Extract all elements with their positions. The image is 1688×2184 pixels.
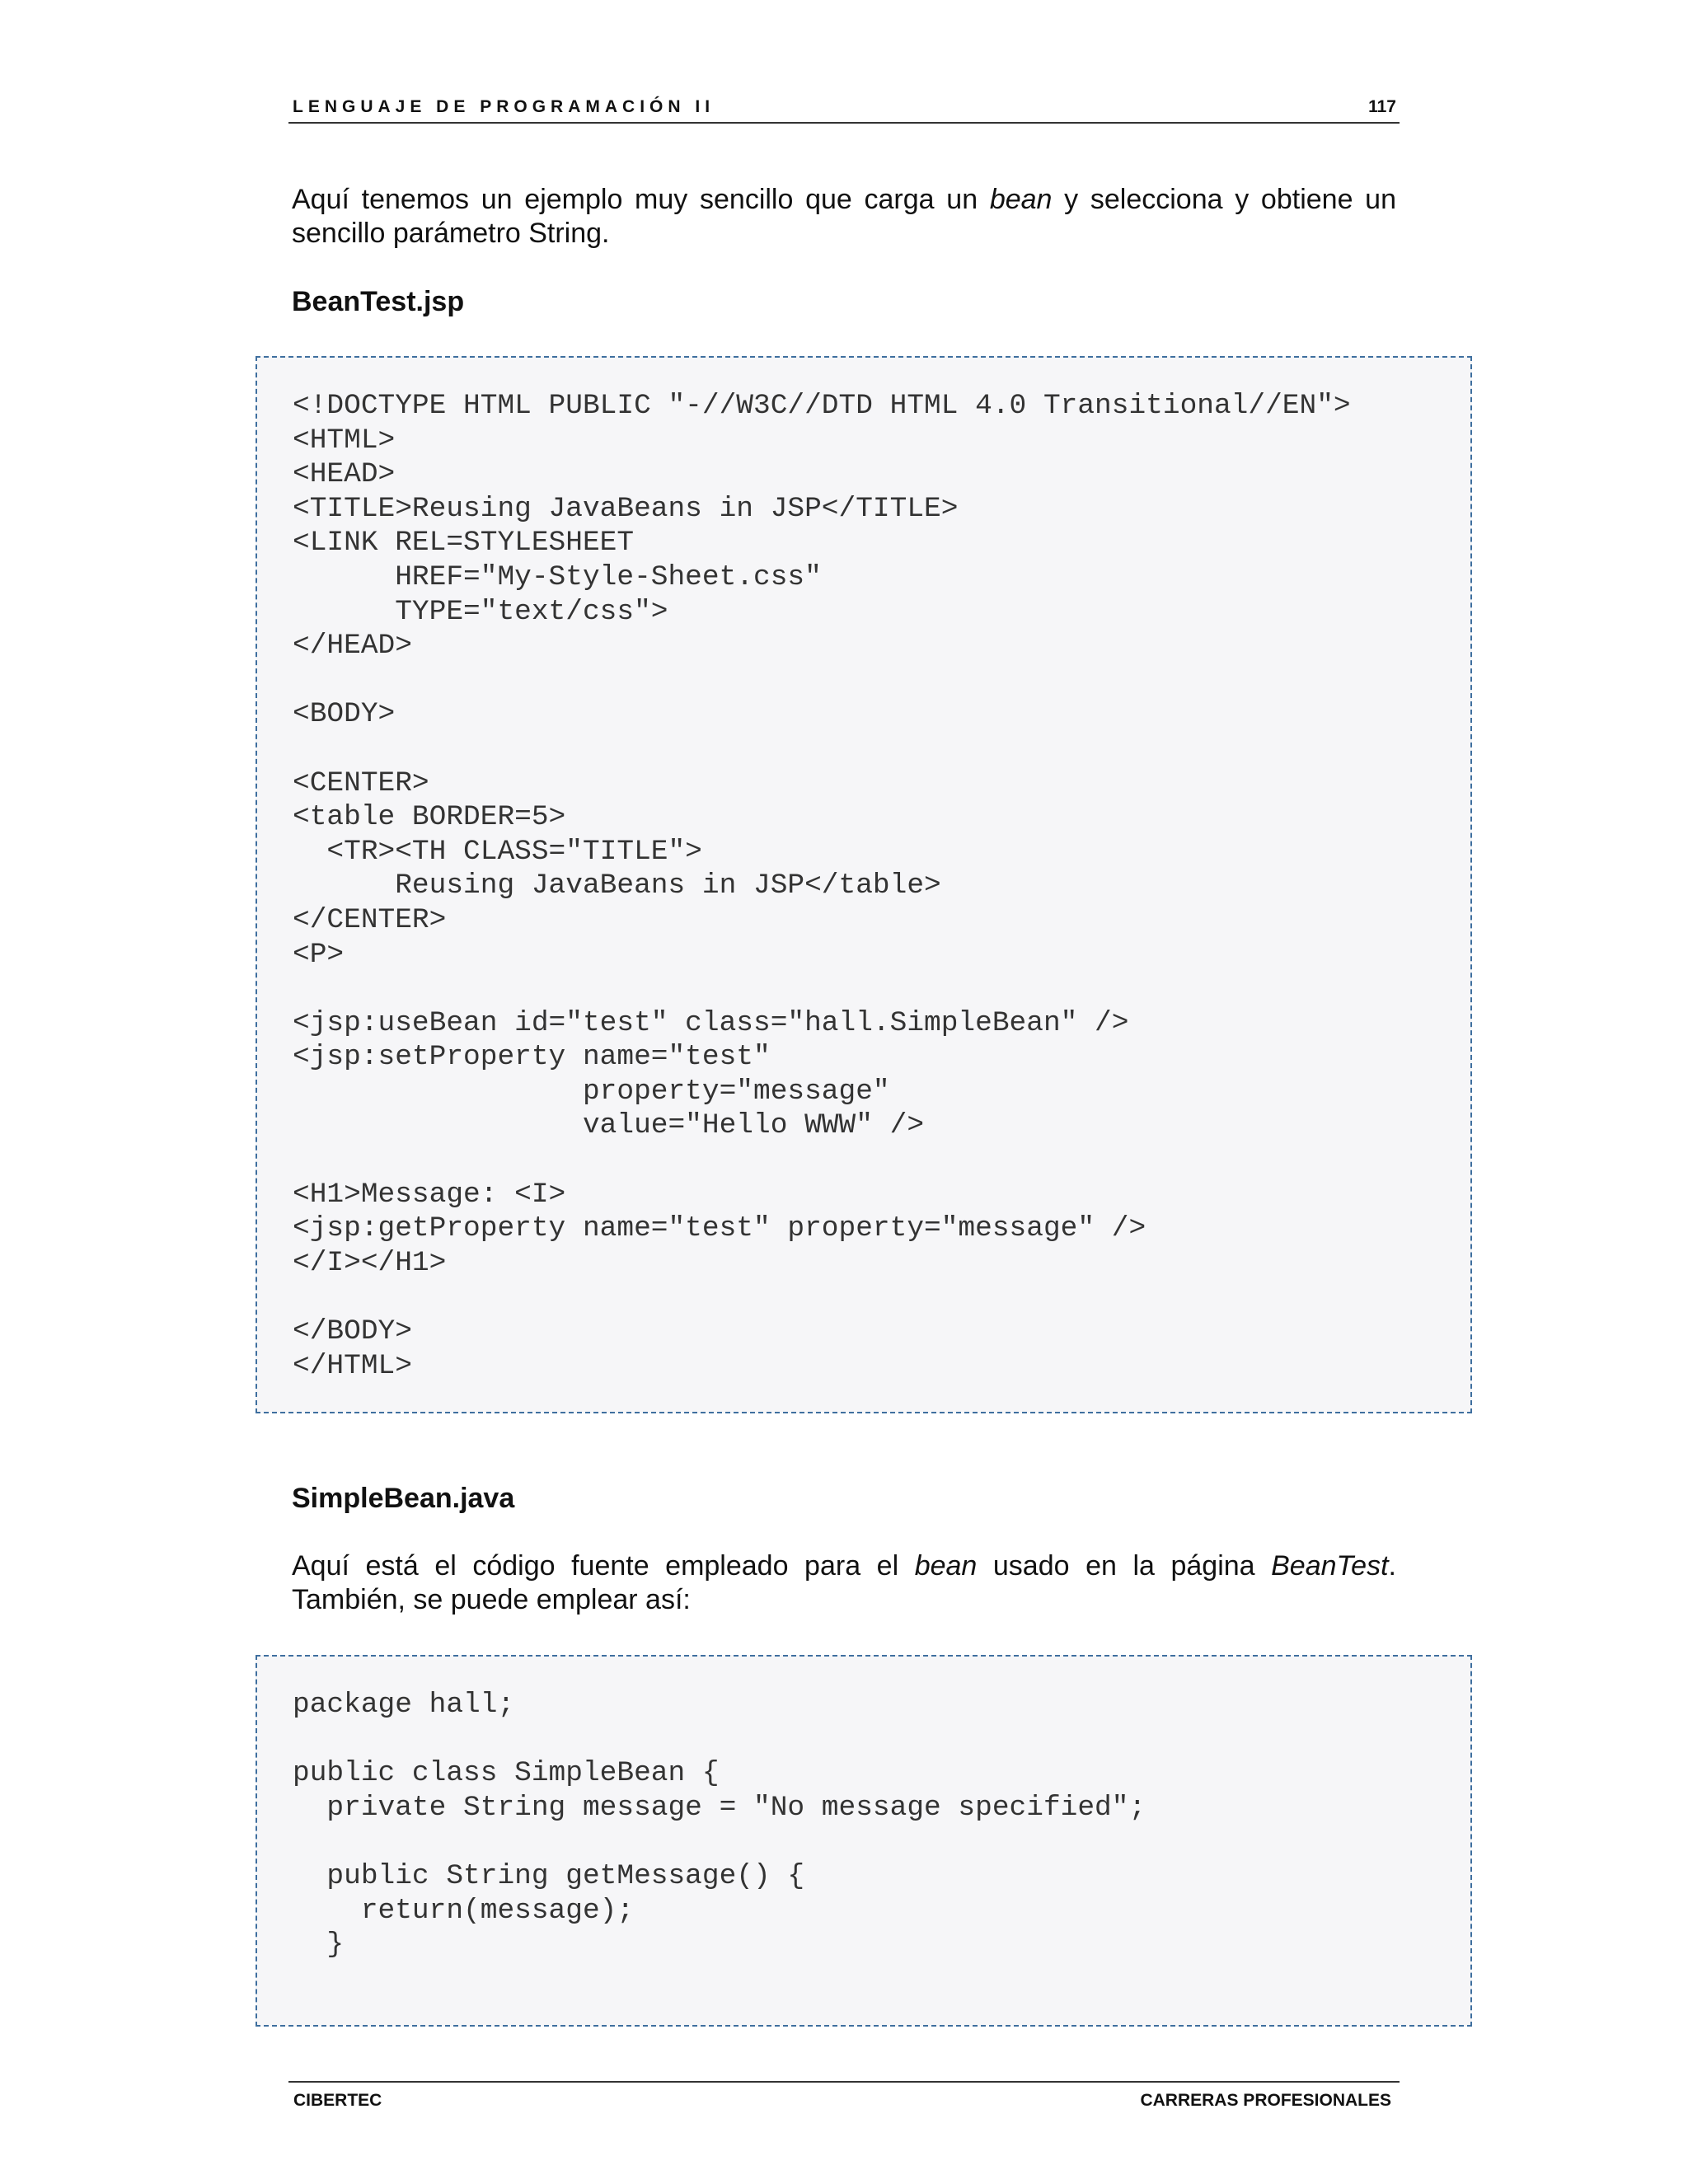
- running-footer: [288, 2081, 1400, 2110]
- code-line: }: [293, 1929, 345, 1961]
- code-listing-beantest: [293, 389, 1351, 1383]
- code-line: <TR><TH CLASS="TITLE">: [293, 835, 702, 868]
- code-line: <H1>Message: <I>: [293, 1178, 566, 1211]
- code-block-simplebean: [256, 1655, 1472, 2027]
- intro-text-start: Aquí tenemos un ejemplo muy sencillo que carga un: [292, 184, 990, 215]
- code-line: TYPE="text/css">: [293, 595, 668, 628]
- code-line: </BODY>: [293, 1315, 412, 1348]
- code-line: <table BORDER=5>: [293, 801, 566, 834]
- code-line: <TITLE>Reusing JavaBeans in JSP</TITLE>: [293, 492, 959, 525]
- simplebean-emphasis-beantest: BeanTest: [1271, 1550, 1389, 1582]
- code-line: package hall;: [293, 1689, 515, 1721]
- code-line: <jsp:setProperty name="test": [293, 1041, 771, 1074]
- code-line: <HEAD>: [293, 458, 396, 491]
- code-line: return(message);: [293, 1894, 635, 1927]
- code-line: </I></H1>: [293, 1246, 447, 1279]
- code-listing-simplebean: [293, 1688, 1146, 1962]
- footer-institution: CIBERTEC: [293, 2091, 382, 2110]
- section-heading-simplebean: SimpleBean.java: [292, 1483, 515, 1514]
- simplebean-emphasis-bean: bean: [914, 1550, 978, 1582]
- section-heading-beantest: BeanTest.jsp: [292, 286, 465, 317]
- code-line: public String getMessage() {: [293, 1859, 805, 1892]
- footer-program: CARRERAS PROFESIONALES: [1140, 2091, 1391, 2110]
- code-line: <jsp:getProperty name="test" property="message" />: [293, 1212, 1146, 1245]
- code-line: Reusing JavaBeans in JSP</table>: [293, 869, 941, 902]
- code-line: <!DOCTYPE HTML PUBLIC "-//W3C//DTD HTML 4.0 Transitional//EN">: [293, 390, 1351, 422]
- code-line: <P>: [293, 938, 345, 971]
- code-line: </HTML>: [293, 1349, 412, 1382]
- code-line: property="message": [293, 1075, 890, 1108]
- code-line: public class SimpleBean {: [293, 1757, 720, 1790]
- code-line: <HTML>: [293, 424, 396, 457]
- code-block-beantest: [256, 356, 1472, 1413]
- code-line: HREF="My-Style-Sheet.css": [293, 560, 822, 593]
- header-title: LENGUAJE DE PROGRAMACIÓN II: [293, 97, 715, 116]
- simplebean-text-3: . También, se puede emplear así:: [292, 1550, 1396, 1615]
- code-line: value="Hello WWW" />: [293, 1109, 925, 1142]
- running-header: [288, 92, 1400, 124]
- code-line: <jsp:useBean id="test" class="hall.SimpleBean" />: [293, 1006, 1129, 1039]
- code-line: </CENTER>: [293, 903, 447, 936]
- code-line: <CENTER>: [293, 766, 429, 799]
- code-line: <LINK REL=STYLESHEET: [293, 527, 635, 560]
- intro-emphasis: bean: [989, 184, 1053, 215]
- page-number: 117: [1368, 97, 1396, 116]
- intro-paragraph: [292, 183, 1396, 251]
- code-line: </HEAD>: [293, 630, 412, 663]
- intro-text-end: y selecciona y obtiene un sencillo parámetro String.: [292, 184, 1397, 249]
- code-line: <BODY>: [293, 698, 396, 731]
- simplebean-text-1: Aquí está el código fuente empleado para el: [292, 1550, 915, 1582]
- simplebean-text-2: usado en la página: [977, 1550, 1272, 1582]
- code-line: private String message = "No message specified";: [293, 1791, 1146, 1824]
- simplebean-paragraph: [292, 1549, 1396, 1617]
